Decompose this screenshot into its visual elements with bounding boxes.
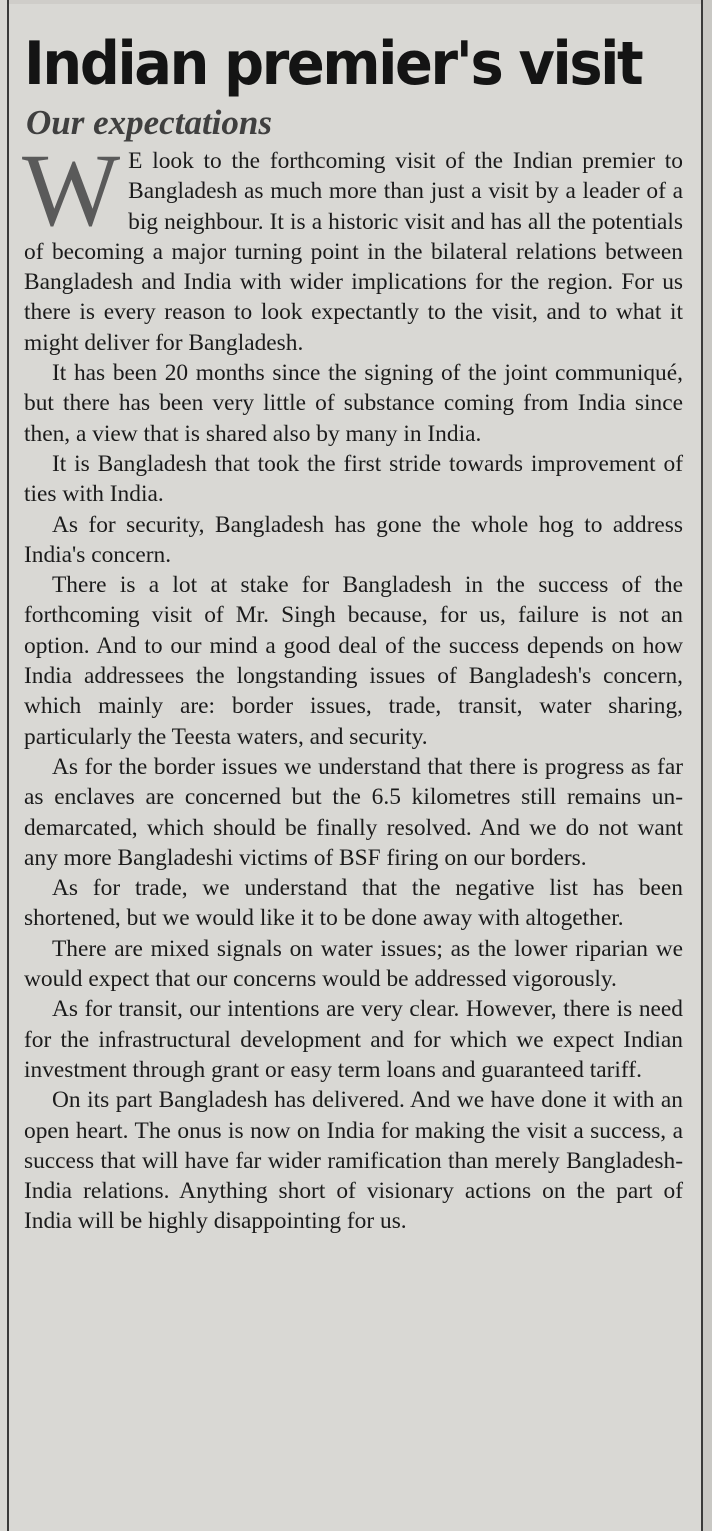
drop-cap: W [22, 133, 121, 248]
headline: Indian premier's visit [24, 29, 642, 99]
paragraph-4: As for security, Bangladesh has gone the whole hog to address India's concern. [24, 511, 683, 568]
paragraph-8: There are mixed signals on water issues; as the lower riparian we would expect that our concerns would be addressed vigorously. [24, 935, 683, 993]
subheadline: Our expectations [26, 103, 272, 142]
page-edge [703, 0, 712, 1531]
paragraph-1 [22, 133, 683, 358]
article-body [22, 133, 683, 1237]
paragraph-2: It has been 20 months since the signing of the joint communiqué, but there has been very little of substance coming from India since then, a view that is shared also by many in India. [24, 360, 683, 447]
paragraph-3: It is Bangladesh that took the first stride towards improvement of ties with India. [24, 450, 683, 508]
paragraph-7: As for trade, we understand that the negative list has been shortened, but we would like it to be done away with altogether. [24, 875, 683, 932]
top-strip [9, 0, 701, 4]
paragraph-6: As for the border issues we understand that there is progress as far as enclaves are concerned but the 6.5 kilometres still remains un-demarcated, which should be finally resolved. And we do not want any more Bangladeshi victims of BSF firing on our borders. [24, 753, 683, 871]
paragraph-1-text: E look to the forthcoming visit of the Indian premier to Bangladesh as much more than just a visit by a leader of a big neighbour. It is a historic visit and has all the potentials of becoming a major turning point in the bilateral relations between Bangladesh and India with wider implications for the region. For us there is every reason to look expectantly to the visit, and to what it might deliver for Bangladesh. [24, 148, 683, 356]
paragraph-10: On its part Bangladesh has delivered. And we have done it with an open heart. The onus is now on India for making the visit a success, a success that will have far wider ramification than merely Bangladesh-India relations. Anything short of visionary actions on the part of India will be highly disappointing for us. [24, 1087, 683, 1235]
editorial-article [24, 28, 683, 1237]
paragraph-5: There is a lot at stake for Bangladesh in the success of the forthcoming visit of Mr. Singh because, for us, failure is not an option. And to our mind a good deal of the success depends on how India addressees the longstanding issues of Bangladesh's concern, which mainly are: border issues, trade, transit, water sharing, particularly the Teesta waters, and security. [24, 572, 683, 750]
column-rule-left [7, 0, 9, 1531]
paragraph-9: As for transit, our intentions are very clear. However, there is need for the infrastructural development and for which we expect Indian investment through grant or easy term loans and guaranteed tariff. [24, 996, 683, 1083]
